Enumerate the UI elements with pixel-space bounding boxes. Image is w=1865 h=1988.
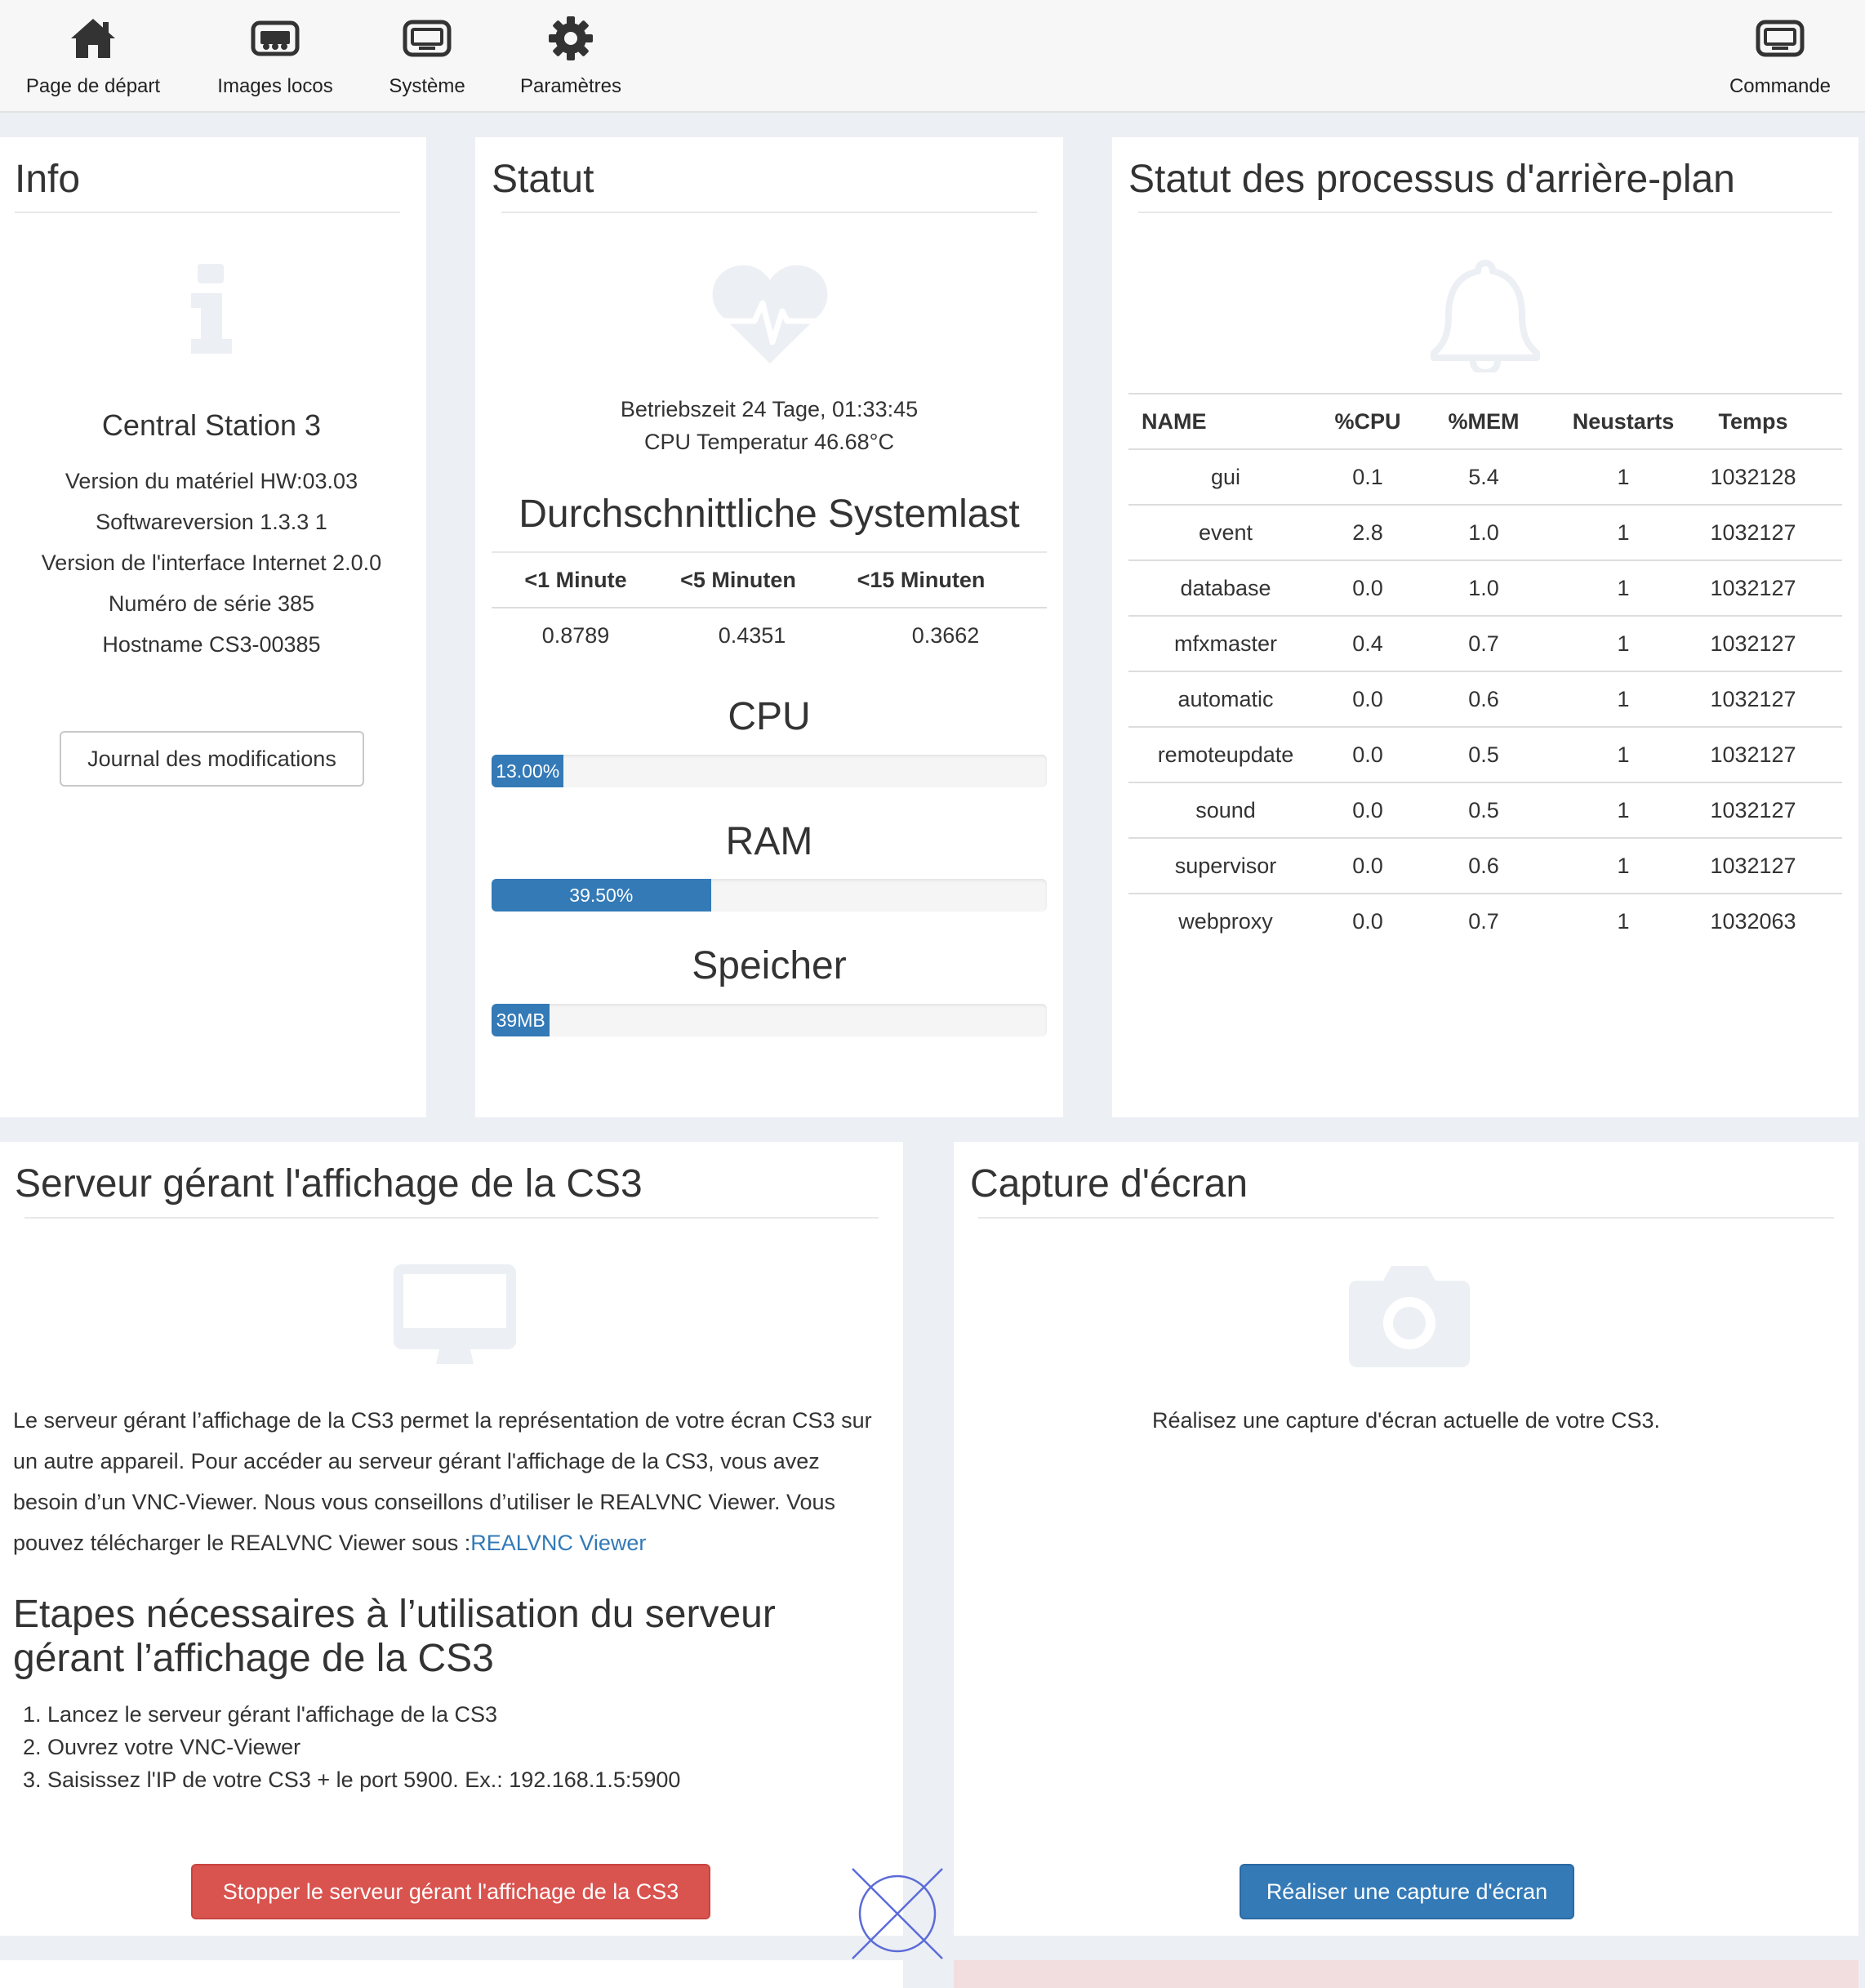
processes-panel [1112,137,1858,1117]
storage-progress [492,1004,1047,1036]
nav-loco-images[interactable] [204,0,346,113]
process-cell-name: database [1180,575,1271,600]
process-cell-name: automatic [1177,686,1274,711]
cpu-progress-bar: 13.00% [492,755,563,787]
process-cell-cpu: 0.0 [1352,742,1383,767]
process-cell-restarts: 1 [1617,742,1630,767]
proc-header-name: NAME [1142,408,1207,434]
process-cell-restarts: 1 [1617,464,1630,489]
locomotive-icon [251,13,300,64]
process-cell-cpu: 0.0 [1352,575,1383,600]
vnc-step-2-text: Ouvrez votre VNC-Viewer [47,1735,301,1759]
status-title: Statut [492,158,594,201]
realvnc-link[interactable]: REALVNC Viewer [470,1531,647,1555]
process-row [1128,726,1842,782]
system-icon [403,13,452,64]
status-panel [475,137,1063,1117]
process-cell-name: event [1198,519,1253,545]
load-header-15min: <15 Minuten [857,567,986,592]
gear-icon [548,13,594,64]
process-cell-name: webproxy [1178,908,1273,934]
process-row [1128,837,1842,893]
screenshot-title: Capture d'écran [970,1162,1249,1206]
process-cell-mem: 1.0 [1468,519,1499,545]
process-cell-name: supervisor [1174,853,1277,878]
vnc-title: Serveur gérant l'affichage de la CS3 [15,1162,643,1206]
heartbeat-icon [712,264,828,369]
process-row [1128,615,1842,671]
vnc-description-text: Le serveur gérant l’affichage de la CS3 permet la représentation de votre écran CS3 sur un autre appareil. Pour accéder au serveur gérant l'affichage de la CS3, vous avez besoin d’un VNC-Viewer. Nous vous conseillons d’utiliser le REALVNC Viewer. Vous pouvez télécharger le REALVNC Viewer sous : [13,1408,872,1555]
system-load-title: Durchschnittliche Systemlast [519,493,1020,536]
next-panel-left [0,1960,903,1988]
command-icon [1756,13,1805,64]
processes-table-header [1128,394,1814,448]
load-table-values [492,608,1047,662]
proc-header-time: Temps [1718,408,1788,434]
load-value-1min: 0.8789 [541,622,610,648]
screenshot-divider [978,1217,1834,1219]
process-cell-time: 1032127 [1710,631,1796,656]
hardware-version: Version du matériel HW:03.03 [65,469,358,493]
process-cell-name: gui [1210,464,1241,489]
cpu-heading: CPU [728,695,811,738]
nav-command-label: Commande [1729,75,1832,97]
process-row [1128,671,1842,726]
process-cell-time: 1032127 [1710,797,1796,822]
process-cell-time: 1032128 [1710,464,1796,489]
process-cell-time: 1032063 [1710,908,1796,934]
process-row [1128,504,1842,559]
process-cell-mem: 0.6 [1468,686,1499,711]
process-cell-name: remoteupdate [1157,742,1294,767]
proc-header-restarts: Neustarts [1572,408,1675,434]
vnc-panel [0,1142,903,1936]
vnc-step-3 [23,1767,680,1793]
vnc-step-2-number: 2. [23,1735,48,1759]
vnc-step-1 [23,1702,497,1727]
storage-heading: Speicher [692,944,847,987]
screenshot-panel [954,1142,1858,1936]
process-cell-time: 1032127 [1710,575,1796,600]
process-cell-time: 1032127 [1710,519,1796,545]
status-divider [501,212,1037,213]
vnc-step-2 [23,1735,300,1760]
process-cell-restarts: 1 [1617,853,1630,878]
process-row [1128,559,1842,615]
nav-home[interactable] [18,0,168,113]
process-cell-cpu: 0.0 [1352,797,1383,822]
bell-icon [1431,258,1540,377]
uptime: Betriebszeit 24 Tage, 01:33:45 [620,397,919,421]
process-cell-restarts: 1 [1617,631,1630,656]
software-version: Softwareversion 1.3.3 1 [96,510,327,534]
process-cell-cpu: 0.4 [1352,631,1383,656]
process-cell-restarts: 1 [1617,686,1630,711]
next-panel-right [954,1960,1858,1988]
nav-system[interactable] [376,0,478,113]
serial-number: Numéro de série 385 [108,591,315,616]
process-cell-mem: 0.5 [1468,797,1499,822]
ram-progress [492,879,1047,912]
process-cell-time: 1032127 [1710,742,1796,767]
process-cell-mem: 1.0 [1468,575,1499,600]
info-icon [189,264,234,359]
cpu-temperature: CPU Temperatur 46.68°C [644,430,894,454]
process-cell-cpu: 2.8 [1352,519,1383,545]
process-row [1128,448,1842,504]
process-cell-time: 1032127 [1710,853,1796,878]
monitor-icon [392,1263,518,1373]
nav-command[interactable] [1721,0,1839,113]
nav-settings[interactable] [511,0,630,113]
ram-heading: RAM [725,820,813,863]
process-cell-restarts: 1 [1617,908,1630,934]
process-cell-name: mfxmaster [1173,631,1277,656]
process-cell-cpu: 0.0 [1352,686,1383,711]
load-table-header [492,553,1026,607]
vnc-step-1-number: 1. [23,1702,48,1727]
screenshot-description: Réalisez une capture d'écran actuelle de votre CS3. [1151,1408,1660,1433]
load-value-5min: 0.4351 [718,622,786,648]
vnc-description [13,1400,887,1563]
cursor-crosshair-icon [849,1865,946,1966]
process-cell-name: sound [1195,797,1256,822]
nav-settings-label: Paramètres [519,75,622,97]
ram-progress-bar: 39.50% [492,879,711,912]
info-panel [0,137,426,1117]
load-header-1min: <1 Minute [524,567,627,592]
load-value-15min: 0.3662 [911,622,980,648]
nav-system-label: Système [389,75,465,97]
process-cell-mem: 5.4 [1468,464,1499,489]
vnc-divider [24,1217,879,1219]
camera-icon [1347,1263,1471,1373]
process-cell-restarts: 1 [1617,519,1630,545]
process-cell-restarts: 1 [1617,797,1630,822]
process-cell-cpu: 0.0 [1352,853,1383,878]
nav-loco-images-label: Images locos [217,75,333,97]
processes-divider [1138,212,1832,213]
proc-header-cpu: %CPU [1334,408,1401,434]
process-cell-mem: 0.7 [1468,908,1499,934]
process-cell-time: 1032127 [1710,686,1796,711]
process-cell-mem: 0.7 [1468,631,1499,656]
nav-home-label: Page de départ [25,75,161,97]
load-header-5min: <5 Minuten [680,567,796,592]
changelog-button[interactable]: Journal des modifications [60,731,364,787]
process-cell-mem: 0.6 [1468,853,1499,878]
process-cell-restarts: 1 [1617,575,1630,600]
web-interface-version: Version de l'interface Internet 2.0.0 [41,550,382,575]
device-name: Central Station 3 [101,408,322,442]
processes-title: Statut des processus d'arrière-plan [1128,158,1735,201]
process-row [1128,893,1842,948]
proc-header-mem: %MEM [1448,408,1520,434]
top-navigation [0,0,1865,113]
cpu-progress [492,755,1047,787]
process-cell-cpu: 0.1 [1352,464,1383,489]
stop-vnc-button[interactable]: Stopper le serveur gérant l'affichage de la CS3 [191,1864,710,1919]
home-icon [69,13,117,64]
info-divider [15,212,400,213]
take-screenshot-button[interactable]: Réaliser une capture d'écran [1240,1864,1574,1919]
process-cell-cpu: 0.0 [1352,908,1383,934]
vnc-step-3-text: Saisissez l'IP de votre CS3 + le port 5900. Ex.: 192.168.1.5:5900 [47,1767,681,1792]
storage-progress-bar: 39MB [492,1004,550,1036]
process-row [1128,782,1842,837]
hostname: Hostname CS3-00385 [102,632,321,657]
vnc-step-1-text: Lancez le serveur gérant l'affichage de la CS3 [47,1702,498,1727]
info-title: Info [15,158,81,201]
process-cell-mem: 0.5 [1468,742,1499,767]
vnc-steps-title: Etapes nécessaires à l’utilisation du serveur gérant l’affichage de la CS3 [13,1593,776,1680]
vnc-step-3-number: 3. [23,1767,48,1792]
